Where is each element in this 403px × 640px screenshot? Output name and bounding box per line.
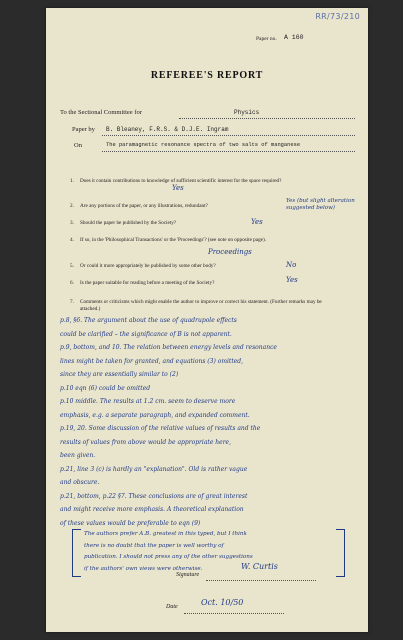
comment-line: and might receive more emphasis. A theoretical explanation <box>60 506 244 513</box>
question-1-number: 1. <box>70 178 74 184</box>
comment-line: been given. <box>60 452 96 459</box>
paper-number-value: A 160 <box>284 34 304 41</box>
question-1-answer: Yes <box>172 184 184 192</box>
comment-line: p.21, bottom, p.22 §7. These conclusions are of great interest <box>60 492 248 500</box>
comment-line: p.10 eqn (6) could be omitted <box>60 384 151 392</box>
comment-line: of these values would be preferable to eqn (9) <box>60 519 201 527</box>
question-5-number: 5. <box>70 263 74 269</box>
comment-line: and obscure. <box>60 479 100 486</box>
date-value: Oct. 10/50 <box>201 598 244 607</box>
committee-value: Physics <box>234 109 260 116</box>
date-label: Date <box>166 604 178 610</box>
paper-by-label: Paper by <box>72 126 95 133</box>
archive-reference-mark: RR/73/210 <box>315 12 360 21</box>
closing-note <box>84 529 253 575</box>
comment-line: p.21, line 3 (c) is hardly an "explanation". Old is rather vague <box>60 465 248 473</box>
paper-number-label: Paper no. <box>256 36 277 42</box>
referee-report-sheet <box>46 8 368 632</box>
on-label: On <box>74 142 82 149</box>
closing-note-bracket-left <box>72 529 81 577</box>
question-2-text: Are any portions of the paper, or any illustrations, redundant? <box>80 203 208 209</box>
closing-note-line: if the authors' own views were otherwise. <box>84 565 203 572</box>
question-6-answer: Yes <box>286 276 298 284</box>
question-5-answer: No <box>286 261 297 269</box>
paper-authors: B. Bleaney, F.R.S. & D.J.E. Ingram <box>106 126 229 133</box>
comment-line: p.9, bottom, and 10. The relation between energy levels and resonance <box>60 344 277 351</box>
question-3-answer: Yes <box>251 218 263 226</box>
question-2-answer: Yes (but slight alteration suggested below) <box>286 198 355 211</box>
question-2-number: 2. <box>70 203 74 209</box>
question-5-text: Or could it more appropriately be published by some other body? <box>80 263 216 269</box>
comment-line: since they are essentially similar to (2) <box>60 371 179 378</box>
closing-note-line: The authors prefer A.B. greatest in this typed, but I think <box>84 531 247 537</box>
report-title: REFEREE'S REPORT <box>150 70 264 81</box>
question-4-answer: Proceedings <box>208 248 252 256</box>
referee-comments <box>60 314 277 530</box>
question-1-text: Does it contain contributions to knowledge of sufficient scientific interest for the space required? <box>80 178 282 184</box>
committee-label: To the Sectional Committee for <box>60 109 142 116</box>
comment-line: p.10 middle. The results at 1.2 cm. seem to deserve more <box>60 398 236 405</box>
question-3-text: Should the paper be published by the Society? <box>80 220 177 226</box>
paper-title: The paramagnetic resonance spectra of two salts of manganese <box>106 142 301 148</box>
question-6-number: 6. <box>70 280 74 286</box>
closing-note-line: there is no doubt that the paper is well worthy of <box>84 542 224 549</box>
comment-line: could be clarified – the significance of B is not apparent. <box>60 330 232 338</box>
comment-line: results of values from above would be appropriate here, <box>60 438 232 446</box>
closing-note-bracket-right <box>336 529 345 577</box>
signature-label: Signature <box>176 572 200 578</box>
question-3-number: 3. <box>70 220 74 226</box>
question-6-text: Is the paper suitable for reading before a meeting of the Society? <box>80 280 215 286</box>
closing-note-line: publication. I should not press any of the other suggestions <box>84 554 253 560</box>
signature-value: W. Curtis <box>241 562 278 571</box>
question-7-number: 7. <box>70 299 74 305</box>
question-7-text: Comments or criticisms which might enable the author to improve or correct his statement. (Further remarks may be attached.) <box>80 299 322 312</box>
comment-line: emphasis, e.g. a separate paragraph, and expanded comment. <box>60 411 250 419</box>
question-4-text: If so, in the 'Philosophical Transactions' or the 'Proceedings'? (see note on opposite page). <box>80 237 266 243</box>
comment-line: p.8, §6. The argument about the use of quadrupole effects <box>60 317 237 324</box>
comment-line: lines might be taken for granted, and equations (3) omitted, <box>60 357 244 365</box>
question-4-number: 4. <box>70 237 74 243</box>
comment-line: p.19, 20. Some discussion of the relative values of results and the <box>60 425 261 432</box>
